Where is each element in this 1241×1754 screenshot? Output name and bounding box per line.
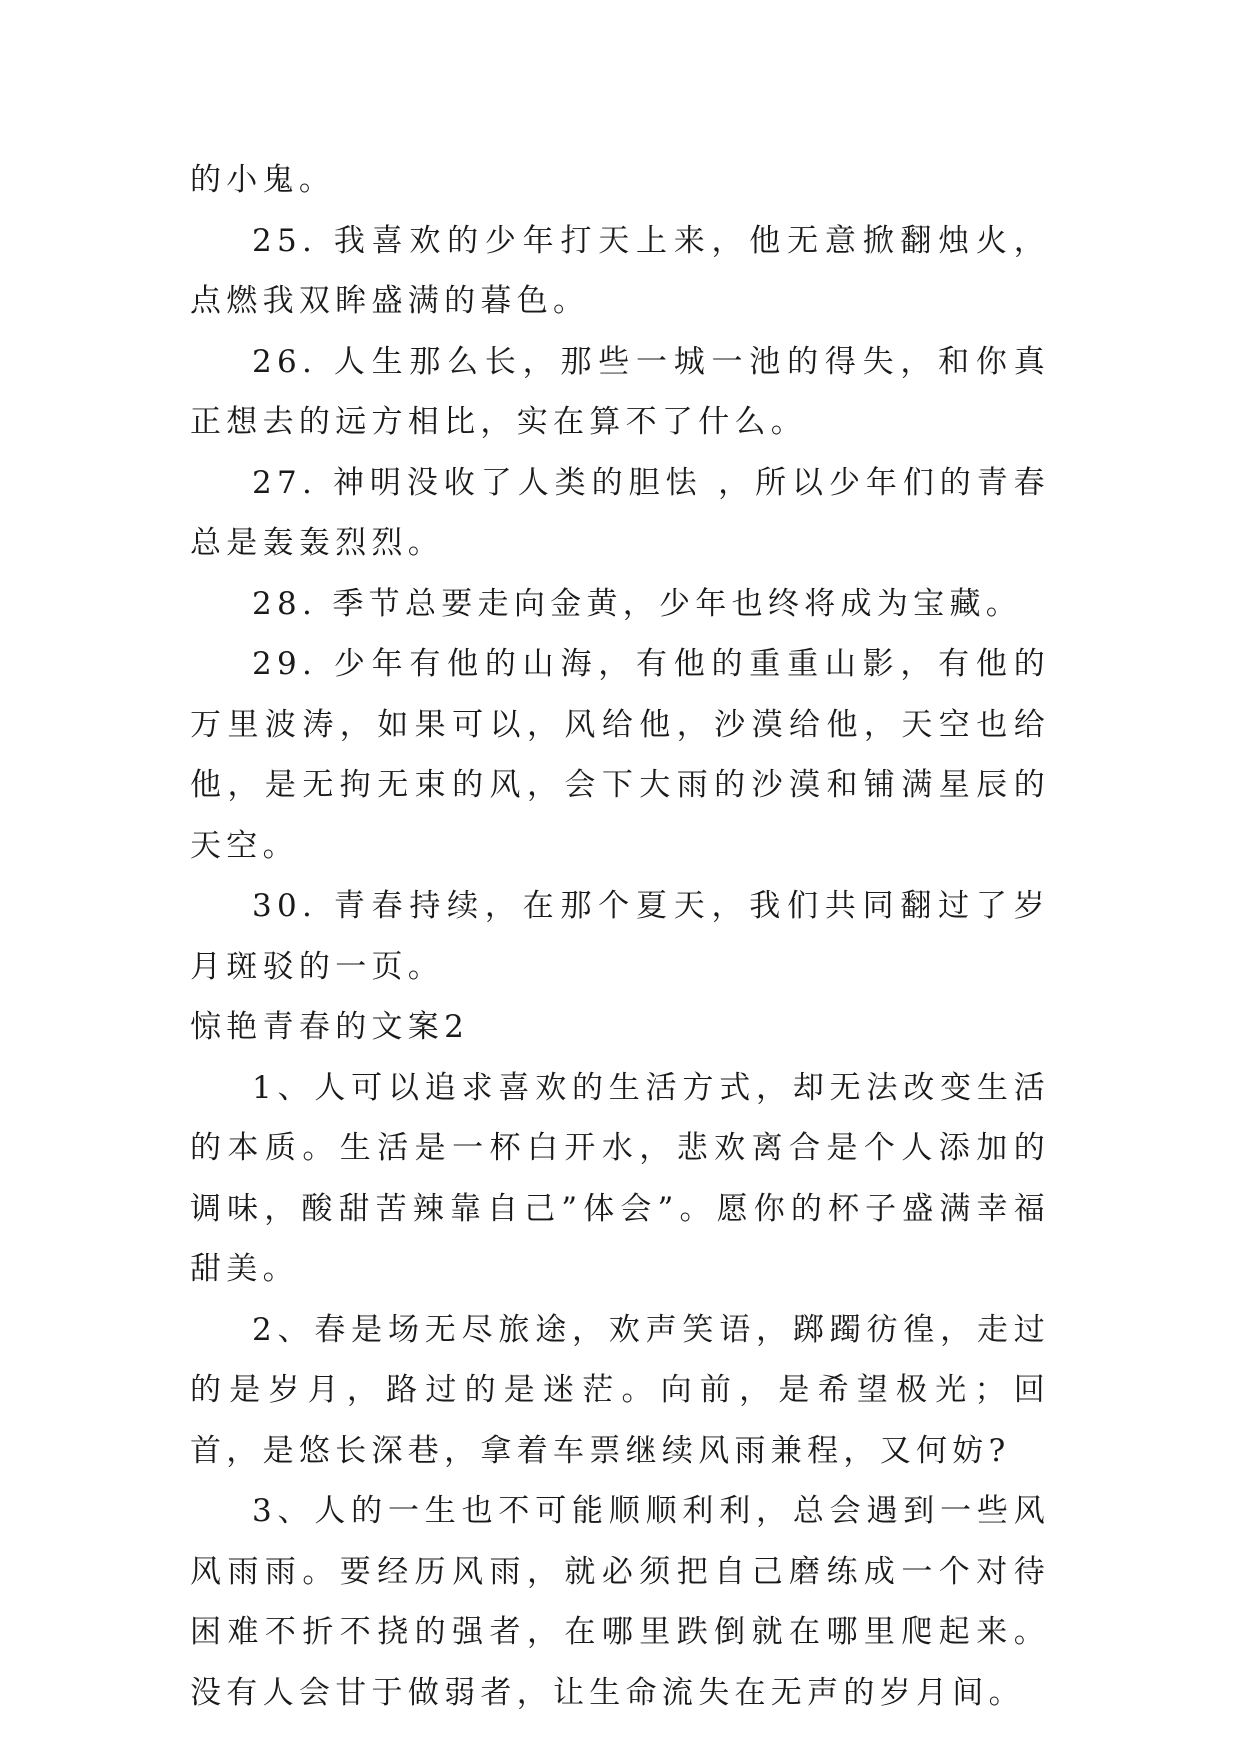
list-item: 30. 青春持续，在那个夏天，我们共同翻过了岁月斑驳的一页。 bbox=[190, 888, 1050, 985]
section-title: 惊艳青春的文案2 bbox=[190, 1009, 470, 1045]
list-item: 2、春是场无尽旅途，欢声笑语，踯躅彷徨，走过的是岁月，路过的是迷茫。向前，是希望极光；回首，是悠长深巷，拿着车票继续风雨兼程，又何妨? bbox=[190, 1311, 1050, 1469]
list-item: 27. 神明没收了人类的胆怯 ，所以少年们的青春总是轰轰烈烈。 bbox=[190, 464, 1050, 561]
list-item: 3、人的一生也不可能顺顺利利，总会遇到一些风风雨雨。要经历风雨，就必须把自己磨练成一个对待困难不折不挠的强者，在哪里跌倒就在哪里爬起来。没有人会甘于做弱者，让生命流失在无声的岁月间。 bbox=[190, 1493, 1050, 1711]
list-item: 29. 少年有他的山海，有他的重重山影，有他的万里波涛，如果可以，风给他，沙漠给他，天空也给他，是无拘无束的风，会下大雨的沙漠和铺满星辰的天空。 bbox=[190, 646, 1050, 864]
list-item: 28. 季节总要走向金黄，少年也终将成为宝藏。 bbox=[252, 585, 1023, 622]
continuation-text: 的小鬼。 bbox=[190, 162, 336, 198]
document-page bbox=[190, 150, 1050, 1723]
list-item: 1、人可以追求喜欢的生活方式，却无法改变生活的本质。生活是一杯白开水，悲欢离合是个人添加的调味，酸甜苦辣靠自己”体会”。愿你的杯子盛满幸福甜美。 bbox=[190, 1069, 1050, 1287]
list-item: 26. 人生那么长，那些一城一池的得失，和你真正想去的远方相比，实在算不了什么。 bbox=[190, 343, 1050, 440]
list-item: 25. 我喜欢的少年打天上来，他无意掀翻烛火，点燃我双眸盛满的暮色。 bbox=[190, 222, 1050, 319]
